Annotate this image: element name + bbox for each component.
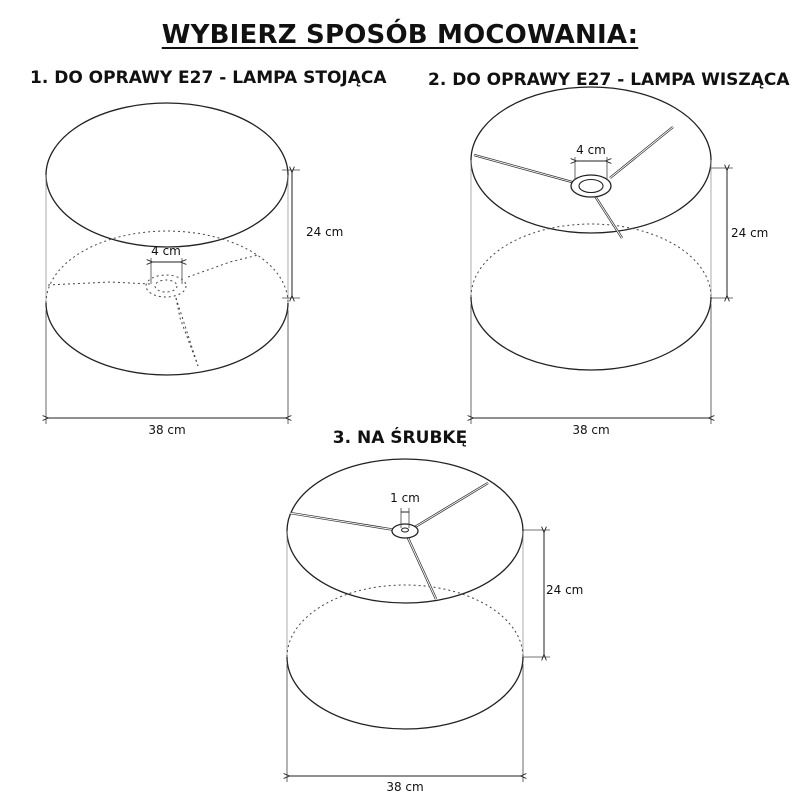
- shade-2-top-rim: [471, 87, 711, 233]
- shade-2-bottom-rim-back: [471, 224, 711, 297]
- shade-3-ring-hole: [402, 528, 409, 532]
- shade-3-bottom-rim-back: [287, 585, 523, 657]
- shade-2-ring-inner: [579, 180, 603, 193]
- shade-1-ring-inner: [155, 280, 177, 292]
- shade-3-ring-label: 1 cm: [390, 491, 420, 505]
- shade-1-height-label: 24 cm: [306, 225, 344, 239]
- shade-screw-mount: [287, 459, 583, 794]
- shade-1-ring-outer: [146, 275, 186, 297]
- shade-standing-lamp: [46, 103, 343, 437]
- shade-2-bottom-rim-front: [471, 297, 711, 370]
- shade-2-height-label: 24 cm: [731, 226, 769, 240]
- section-3-title: 3. NA ŚRUBKĘ: [332, 428, 468, 448]
- shade-1-bottom-rim-back: [46, 231, 288, 303]
- shade-2-ring-label: 4 cm: [576, 143, 606, 157]
- shade-pendant-lamp: [471, 87, 768, 437]
- section-2-title: 2. DO OPRAWY E27 - LAMPA WISZĄCA: [428, 70, 790, 90]
- shade-1-ring-label: 4 cm: [151, 244, 181, 258]
- shade-3-bottom-rim-front: [287, 657, 523, 729]
- page-title: WYBIERZ SPOSÓB MOCOWANIA:: [161, 20, 639, 50]
- shade-3-height-label: 24 cm: [546, 583, 584, 597]
- shade-1-bottom-rim-front: [46, 303, 288, 375]
- shade-3-spokes: [290, 483, 488, 599]
- shade-3-width-label: 38 cm: [386, 780, 424, 794]
- shade-1-width-label: 38 cm: [148, 423, 186, 437]
- shade-1-top-rim: [46, 103, 288, 247]
- shade-1-spokes: [48, 255, 258, 366]
- shade-2-width-label: 38 cm: [572, 423, 610, 437]
- section-1-title: 1. DO OPRAWY E27 - LAMPA STOJĄCA: [30, 68, 387, 88]
